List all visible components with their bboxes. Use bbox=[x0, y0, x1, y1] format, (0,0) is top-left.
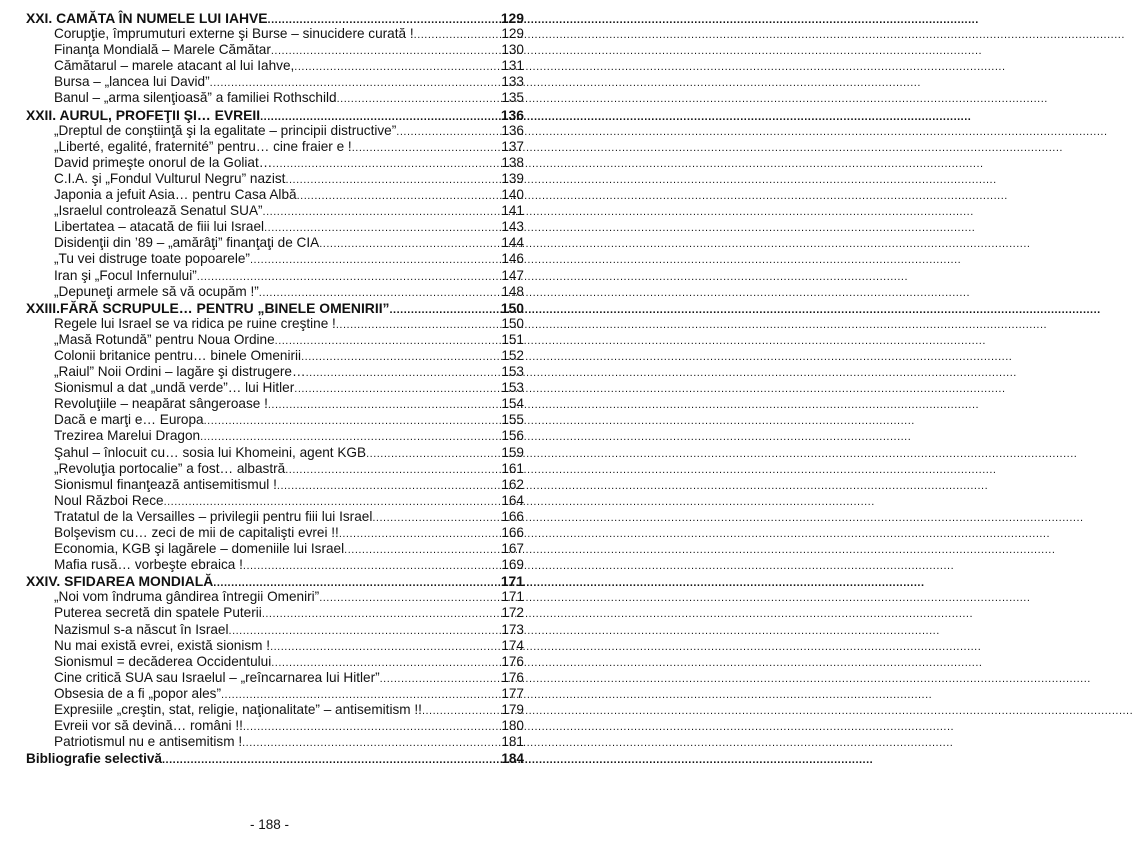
toc-page-number: 150 bbox=[501, 315, 524, 331]
toc-entry-title: Economia, KGB şi lagărele – domeniile lui Israel bbox=[54, 541, 345, 557]
toc-page-number: 179 bbox=[501, 702, 524, 718]
toc-page-number: 161 bbox=[501, 460, 524, 476]
toc-entry-title: „Dreptul de conştiinţă şi la egalitate – principii distructive” bbox=[54, 122, 397, 138]
toc-page-number: 144 bbox=[501, 235, 524, 251]
toc-entry-title: Evreii vor să devină… români !! bbox=[54, 718, 243, 734]
dot-leader bbox=[372, 510, 500, 526]
dot-leader bbox=[204, 413, 501, 429]
toc-page-number: 135 bbox=[501, 90, 524, 106]
toc-entry-title: Regele lui Israel se va ridica pe ruine creştine ! bbox=[54, 315, 336, 331]
toc-entry-title: Dacă e marţi e… Europa bbox=[54, 412, 204, 428]
toc-entry-title: „Tu vei distruge toate popoarele” bbox=[54, 251, 250, 267]
toc-row bbox=[26, 412, 524, 428]
dot-leader bbox=[250, 252, 500, 268]
toc-entry-title: Revoluţiile – neapărat sângeroase ! bbox=[54, 396, 268, 412]
dot-leader bbox=[285, 172, 500, 188]
toc-page-number: 169 bbox=[501, 557, 524, 573]
dot-leader bbox=[336, 317, 500, 333]
toc-row bbox=[26, 268, 524, 284]
dot-leader bbox=[243, 719, 500, 735]
toc-page-number: 153 bbox=[501, 364, 524, 380]
toc-entry-title: Colonii britanice pentru… binele Omenirii bbox=[54, 347, 302, 363]
toc-row bbox=[26, 235, 524, 251]
toc-page-number: 174 bbox=[501, 637, 524, 653]
toc-entry-title: Trezirea Marelui Dragon bbox=[54, 428, 201, 444]
dot-leader bbox=[262, 606, 501, 622]
toc-entry-title: C.I.A. şi „Fondul Vulturul Negru” nazist bbox=[54, 170, 286, 186]
toc-entry-title: „Noi vom îndruma gândirea întregii Omeniri” bbox=[54, 589, 320, 605]
table-of-contents bbox=[26, 10, 524, 767]
toc-row bbox=[26, 541, 524, 557]
toc-entry-title: Obsesia de a fi „popor ales” bbox=[54, 685, 221, 701]
toc-page-number: 136 bbox=[501, 122, 524, 138]
toc-entry-title: „Liberté, egalité, fraternité” pentru… cine fraier e ! bbox=[54, 138, 352, 154]
toc-chapter-row bbox=[26, 107, 524, 123]
dot-leader bbox=[294, 59, 500, 75]
dot-leader bbox=[264, 220, 500, 236]
toc-row bbox=[26, 589, 524, 605]
dot-leader bbox=[297, 188, 501, 204]
toc-entry-title: „Revoluţia portocalie” a fost… albastră bbox=[54, 460, 286, 476]
toc-page-number: 129 bbox=[501, 26, 524, 42]
dot-leader bbox=[243, 558, 500, 574]
toc-entry-title: Iran şi „Focul Infernului” bbox=[54, 267, 197, 283]
toc-row bbox=[26, 74, 524, 90]
toc-row bbox=[26, 686, 524, 702]
toc-row bbox=[26, 477, 524, 493]
toc-page-number: 176 bbox=[501, 669, 524, 685]
toc-row bbox=[26, 461, 524, 477]
dot-leader bbox=[268, 397, 500, 413]
dot-leader bbox=[319, 236, 500, 252]
toc-page-number: 155 bbox=[501, 412, 524, 428]
toc-row bbox=[26, 219, 524, 235]
toc-page-number: 130 bbox=[501, 42, 524, 58]
toc-entry-title: Corupţie, împrumuturi externe şi Burse – sinucidere curată ! bbox=[54, 26, 414, 42]
toc-row bbox=[26, 58, 524, 74]
dot-leader bbox=[337, 91, 501, 107]
toc-row bbox=[26, 284, 524, 300]
toc-entry-title: Bolşevism cu… zeci de mii de capitalişti evrei !! bbox=[54, 525, 339, 540]
toc-chapter-row bbox=[26, 10, 524, 26]
toc-page-number: 181 bbox=[501, 734, 524, 750]
toc-row bbox=[26, 171, 524, 187]
toc-entry-title: Nazismul s-a născut în Israel bbox=[54, 621, 229, 637]
toc-row bbox=[26, 316, 524, 332]
toc-entry-title: Finanţa Mondială – Marele Cămătar bbox=[54, 42, 271, 58]
toc-page-number: 154 bbox=[501, 396, 524, 412]
toc-page-number: 131 bbox=[501, 58, 524, 74]
toc-chapter-row bbox=[26, 300, 524, 316]
dot-leader bbox=[366, 446, 500, 462]
toc-entry-title: Libertatea – atacată de fiii lui Israel bbox=[54, 219, 265, 235]
toc-page-number: 139 bbox=[501, 170, 524, 186]
toc-page-number: 137 bbox=[501, 138, 524, 154]
toc-entry-title: Japonia a jefuit Asia… pentru Casa Albă bbox=[54, 187, 297, 203]
toc-row bbox=[26, 557, 524, 573]
toc-page-number: 152 bbox=[501, 347, 524, 363]
toc-entry-title: Şahul – înlocuit cu… sosia lui Khomeini, agent KGB bbox=[54, 444, 367, 460]
toc-row bbox=[26, 155, 524, 171]
dot-leader bbox=[162, 752, 500, 768]
toc-entry-title: Sionismul a dat „undă verde”… lui Hitler bbox=[54, 380, 295, 396]
toc-page-number: 176 bbox=[501, 653, 524, 669]
toc-entry-title: XXIII.FĂRĂ SCRUPULE… PENTRU „BINELE OMENIRII” bbox=[26, 299, 390, 316]
toc-row bbox=[26, 734, 524, 750]
dot-leader bbox=[210, 75, 501, 91]
toc-row bbox=[26, 638, 524, 654]
toc-row bbox=[26, 493, 524, 509]
toc-row bbox=[26, 605, 524, 621]
toc-page-number: 146 bbox=[501, 251, 524, 267]
dot-leader bbox=[259, 285, 501, 301]
dot-leader bbox=[294, 381, 500, 397]
toc-page-number: 173 bbox=[501, 621, 524, 637]
toc-row bbox=[26, 251, 524, 267]
toc-entry-title: Expresiile „creştin, stat, religie, naţionalitate” – antisemitism !! bbox=[54, 702, 422, 718]
toc-row bbox=[26, 525, 524, 541]
toc-entry-title: Patriotismul nu e antisemitism ! bbox=[54, 734, 243, 750]
toc-page-number: 156 bbox=[501, 428, 524, 444]
toc-row bbox=[26, 26, 524, 42]
toc-page-number: 151 bbox=[501, 331, 524, 347]
toc-page-number: 167 bbox=[501, 541, 524, 557]
toc-entry-title: Mafia rusă… vorbeşte ebraica ! bbox=[54, 557, 243, 573]
toc-page-number: 171 bbox=[500, 573, 524, 590]
toc-chapter-row bbox=[26, 573, 524, 589]
toc-entry-title: Noul Război Rece bbox=[54, 492, 164, 508]
toc-entry-title: Cămătarul – marele atacant al lui Iahve, bbox=[54, 58, 295, 74]
toc-row bbox=[26, 364, 524, 380]
dot-leader bbox=[271, 655, 500, 671]
dot-leader bbox=[344, 542, 500, 558]
toc-entry-title: Bibliografie selectivă bbox=[26, 751, 162, 767]
toc-page-number: 141 bbox=[501, 203, 524, 219]
toc-page-number: 184 bbox=[501, 751, 524, 767]
dot-leader bbox=[422, 703, 500, 719]
toc-entry-title: „Masă Rotundă” pentru Noua Ordine bbox=[54, 331, 275, 347]
toc-row bbox=[26, 187, 524, 203]
toc-entry-title: Nu mai există evrei, există sionism ! bbox=[54, 637, 271, 653]
dot-leader bbox=[285, 462, 500, 478]
toc-row bbox=[26, 654, 524, 670]
dot-leader bbox=[319, 590, 500, 606]
dot-leader bbox=[272, 156, 500, 172]
toc-row bbox=[26, 380, 524, 396]
dot-leader bbox=[263, 204, 501, 220]
dot-leader bbox=[396, 124, 500, 140]
toc-page-number: 164 bbox=[501, 492, 524, 508]
page-number-footer: - 188 - bbox=[249, 817, 290, 832]
toc-row bbox=[26, 139, 524, 155]
toc-row bbox=[26, 332, 524, 348]
dot-leader bbox=[271, 43, 500, 59]
toc-page-number: 172 bbox=[501, 605, 524, 621]
toc-page-number: 150 bbox=[500, 299, 524, 316]
toc-page-number: 177 bbox=[501, 685, 524, 701]
toc-entry-title: David primeşte onorul de la Goliat… bbox=[54, 154, 273, 170]
toc-page-number: 153 bbox=[501, 380, 524, 396]
toc-entry-title: XXIV. SFIDAREA MONDIALĂ bbox=[26, 573, 214, 590]
toc-page-number: 180 bbox=[501, 718, 524, 734]
toc-page-number: 166 bbox=[501, 525, 524, 540]
dot-leader bbox=[277, 478, 500, 494]
dot-leader bbox=[390, 302, 500, 318]
toc-page-number: 159 bbox=[501, 444, 524, 460]
toc-entry-title: Sionismul = decăderea Occidentului bbox=[54, 653, 272, 669]
toc-page-number: 162 bbox=[501, 476, 524, 492]
dot-leader bbox=[221, 687, 500, 703]
toc-entry-title: „Israelul controlează Senatul SUA” bbox=[54, 203, 263, 219]
toc-row bbox=[26, 445, 524, 461]
toc-entry-title: „Raiul” Noii Ordini – lagăre şi distrugere… bbox=[54, 364, 306, 380]
toc-entry-title: Banul – „arma silenţioasă” a familiei Rothschild bbox=[54, 90, 337, 106]
dot-leader bbox=[380, 671, 501, 687]
toc-page-number: 133 bbox=[501, 74, 524, 90]
toc-page-number: 138 bbox=[501, 154, 524, 170]
toc-page-number: 136 bbox=[500, 106, 524, 123]
dot-leader bbox=[200, 429, 500, 445]
toc-row bbox=[26, 718, 524, 734]
toc-page-number: 129 bbox=[500, 10, 524, 26]
toc-entry-title: Puterea secretă din spatele Puterii bbox=[54, 605, 262, 621]
toc-row bbox=[26, 702, 524, 718]
toc-row bbox=[26, 203, 524, 219]
toc-entry-title: Disidenţii din ’89 – „amărâţi” finanţaţi de CIA bbox=[54, 235, 320, 251]
toc-page-number: 148 bbox=[501, 283, 524, 299]
toc-row bbox=[26, 396, 524, 412]
toc-page-number: 147 bbox=[501, 267, 524, 283]
toc-entry-title: XXI. CAMĂTA ÎN NUMELE LUI IAHVE bbox=[26, 10, 268, 26]
toc-row bbox=[26, 42, 524, 58]
toc-entry-title: „Depuneţi armele să vă ocupăm !” bbox=[54, 283, 259, 299]
toc-row bbox=[26, 428, 524, 444]
dot-leader bbox=[164, 494, 501, 510]
dot-leader bbox=[306, 365, 501, 381]
toc-row bbox=[26, 123, 524, 139]
dot-leader bbox=[270, 639, 500, 655]
dot-leader bbox=[197, 269, 501, 285]
toc-bibliography-row bbox=[26, 751, 524, 767]
toc-entry-title: Cine critică SUA sau Israelul – „reîncarnarea lui Hitler” bbox=[54, 669, 380, 685]
dot-leader bbox=[275, 333, 501, 349]
toc-row bbox=[26, 622, 524, 638]
toc-row bbox=[26, 670, 524, 686]
toc-page-number: 140 bbox=[501, 187, 524, 203]
toc-entry-title: Sionismul finanţează antisemitismul ! bbox=[54, 476, 277, 492]
toc-page-number: 171 bbox=[501, 589, 524, 605]
toc-row bbox=[26, 90, 524, 106]
dot-leader bbox=[414, 27, 501, 43]
toc-page-number: 166 bbox=[501, 508, 524, 524]
dot-leader bbox=[352, 140, 501, 156]
toc-entry-title: Tratatul de la Versailles – privilegii pentru fiii lui Israel bbox=[54, 508, 373, 524]
toc-entry-title: Bursa – „lancea lui David” bbox=[54, 74, 210, 90]
toc-row bbox=[26, 509, 524, 525]
dot-leader bbox=[339, 526, 501, 542]
toc-page-number: 143 bbox=[501, 219, 524, 235]
toc-entry-title: XXII. AURUL, PROFEŢII ŞI… EVREII bbox=[26, 106, 261, 123]
dot-leader bbox=[301, 349, 500, 365]
dot-leader bbox=[242, 735, 500, 751]
toc-row bbox=[26, 348, 524, 364]
dot-leader bbox=[229, 623, 501, 639]
